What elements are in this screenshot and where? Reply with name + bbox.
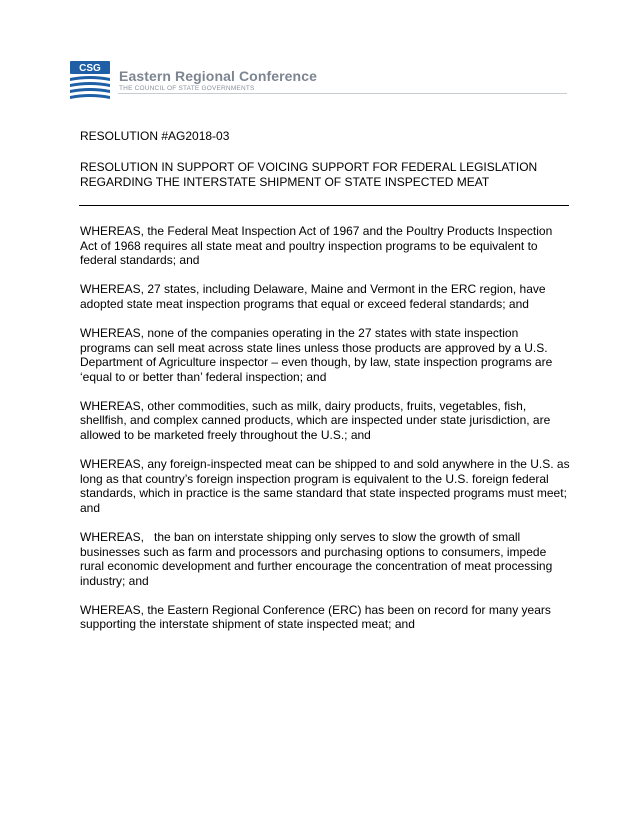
resolution-title: RESOLUTION IN SUPPORT OF VOICING SUPPORT FOR FEDERAL LEGISLATION REGARDING THE INTERSTATE SHIPMENT OF STATE INSPECTED MEAT xyxy=(80,160,538,189)
whereas-clause: WHEREAS, any foreign-inspected meat can be shipped to and sold anywhere in the U.S. as long as that country’s foreign inspection program is equivalent to the U.S. foreign federal standards, which in practice is the same standard that state inspected programs must meet; and xyxy=(80,457,573,515)
resolution-number: RESOLUTION #AG2018-03 xyxy=(80,129,230,143)
whereas-clause: WHEREAS, none of the companies operating in the 27 states with state inspection programs can sell meat across state lines unless those products are approved by a U.S. Department of Agriculture inspector – even though, by law, state inspection programs are ‘equal to or better than’ federal inspection; and xyxy=(80,325,556,384)
letterhead xyxy=(69,60,567,100)
csg-logo xyxy=(69,60,111,100)
title-divider xyxy=(79,205,569,206)
whereas-clause: WHEREAS, the Eastern Regional Conference (ERC) has been on record for many years supporting the interstate shipment of state inspected meat; and xyxy=(80,602,555,632)
resolution-body xyxy=(80,224,573,647)
org-subtitle: THE COUNCIL OF STATE GOVERNMENTS xyxy=(119,85,255,92)
whereas-clause: WHEREAS, 27 states, including Delaware, Maine and Vermont in the ERC region, have adopted state meat inspection programs that equal or exceed federal standards; and xyxy=(80,282,549,311)
header-divider xyxy=(118,93,567,94)
logo-text: CSG xyxy=(79,63,101,74)
whereas-clause: WHEREAS, other commodities, such as milk, dairy products, fruits, vegetables, fish, shellfish, and complex canned products, which are inspected under state jurisdiction, are allowed to be marketed freely throughout the U.S.; and xyxy=(80,398,554,443)
whereas-clause: WHEREAS, the ban on interstate shipping only serves to slow the growth of small businesses such as farm and processors and purchasing options to consumers, impede rural economic development and further encourage the concentration of meat processing industry; and xyxy=(80,530,556,588)
org-name: Eastern Regional Conference xyxy=(119,68,317,84)
whereas-clause: WHEREAS, the Federal Meat Inspection Act of 1967 and the Poultry Products Inspection Act of 1968 requires all state meat and poultry inspection programs to be equivalent to federal standards; and xyxy=(80,224,555,268)
